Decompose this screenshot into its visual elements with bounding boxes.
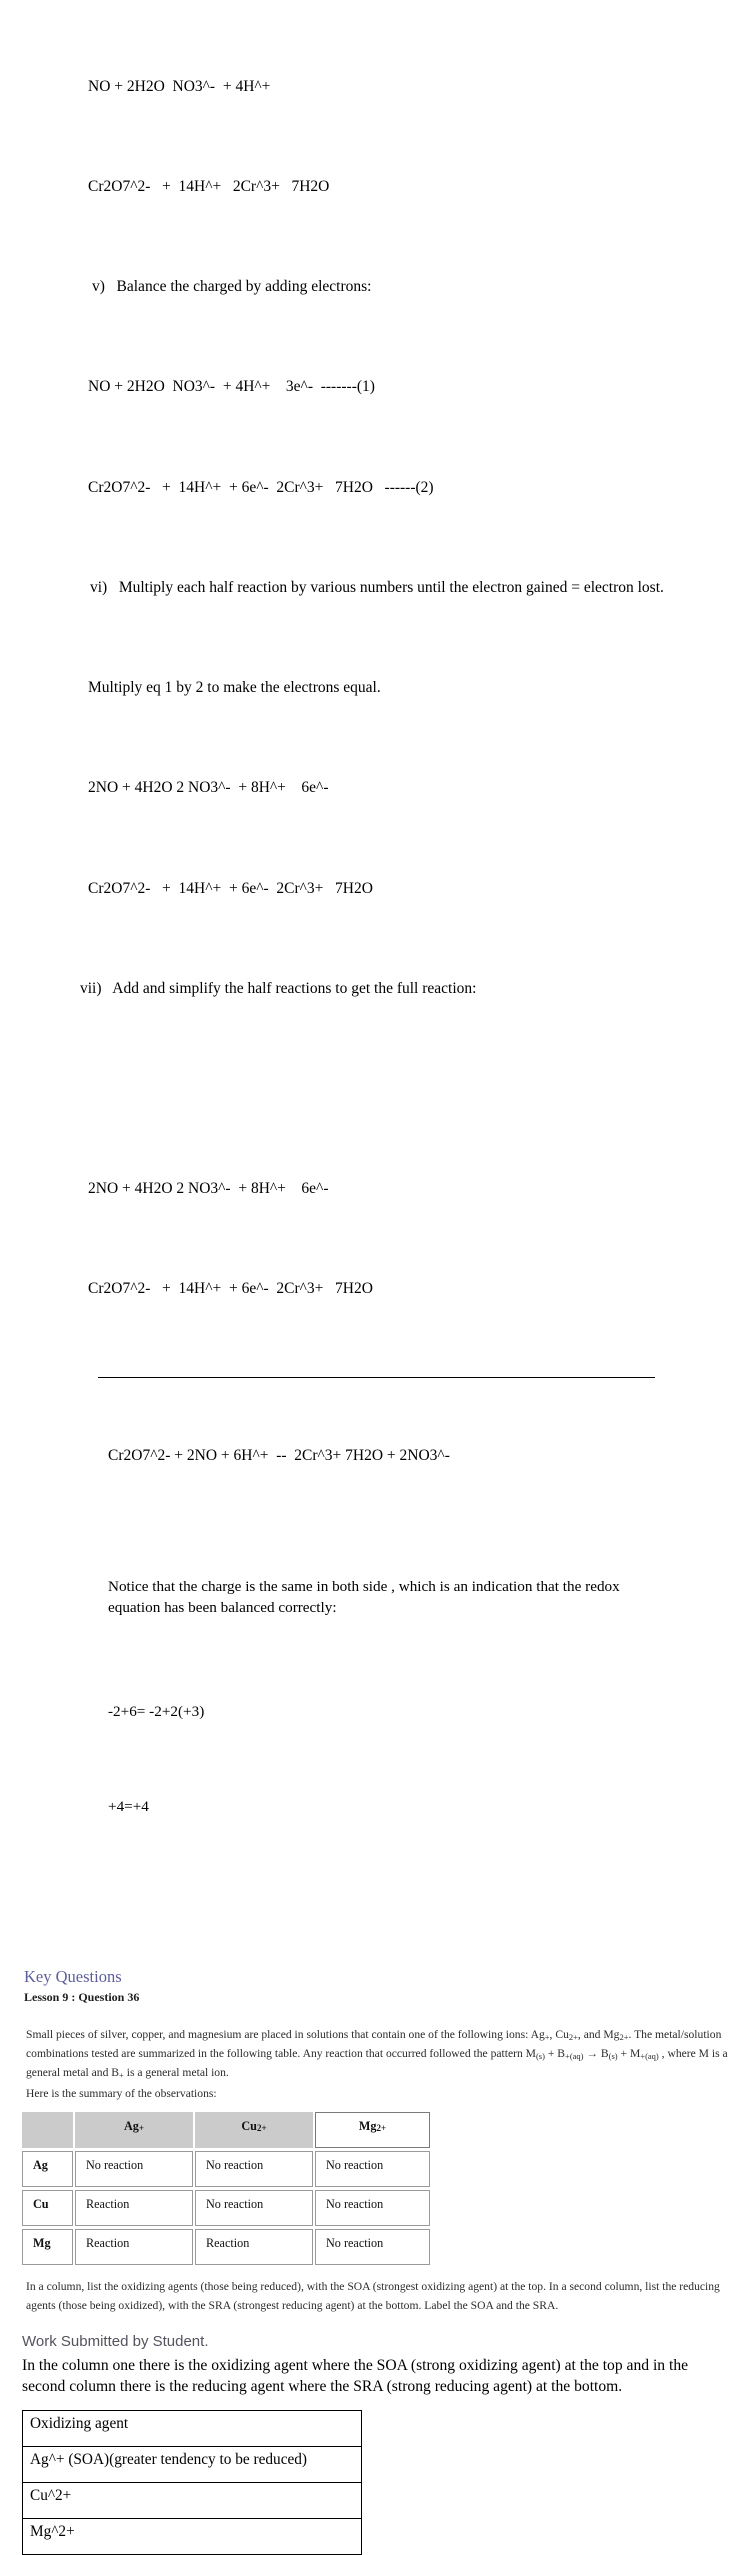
- observation-cell: Reaction: [75, 2229, 193, 2265]
- lesson-question-label: Lesson 9 : Question 36: [24, 1989, 140, 2004]
- observations-table: [20, 2109, 432, 2268]
- equation-line: 2NO + 4H2O 2 NO3^- + 8H^+ 6e^-: [88, 1180, 329, 1198]
- col-header-empty: [22, 2112, 73, 2148]
- observations-header-row: [22, 2112, 430, 2148]
- equation-line: 2NO + 4H2O 2 NO3^- + 8H^+ 6e^-: [88, 779, 329, 797]
- document-page: [0, 3, 750, 2540]
- notice-text: Notice that the charge is the same in both side , which is an indication that the redox equation has been balanced correctly:: [108, 1578, 620, 1616]
- step-vii-line: vii) Add and simplify the half reactions to get the full reaction:: [80, 979, 477, 997]
- equation-line: Cr2O7^2- + 14H^+ 2Cr^3+ 7H2O: [88, 178, 330, 196]
- answer-row: [23, 2446, 362, 2482]
- blank-line: [88, 1072, 750, 1105]
- student-work-heading: Work Submitted by Student.: [22, 2332, 209, 2350]
- observation-cell: No reaction: [195, 2151, 313, 2187]
- equation-line: Cr2O7^2- + 14H^+ + 6e^- 2Cr^3+ 7H2O: [88, 879, 373, 897]
- student-answer-table: [22, 2410, 362, 2555]
- sum-divider-line: [98, 1377, 655, 1378]
- row-label: Mg: [22, 2229, 73, 2265]
- student-answer-text: In the column one there is the oxidizing agent where the SOA (strong oxidizing agent) at the top and in the second column there is the reducing agent where the SRA (strong reducing agent) at the bottom.: [22, 2356, 689, 2396]
- step-vi-line: vi) Multiply each half reaction by various numbers until the electron gained = electron lost.: [90, 578, 664, 596]
- equation-line: Cr2O7^2- + 14H^+ + 6e^- 2Cr^3+ 7H2O: [88, 1280, 373, 1298]
- answer-row: [23, 2482, 362, 2518]
- answer-row: [23, 2518, 362, 2554]
- key-questions-section: [24, 1967, 750, 2005]
- answer-row: [23, 2410, 362, 2446]
- observations-row-cu: [22, 2190, 430, 2226]
- observations-row-ag: [22, 2151, 430, 2187]
- answer-cell: Oxidizing agent: [23, 2410, 362, 2446]
- equation-line: NO + 2H2O NO3^- + 4H^+: [88, 77, 271, 95]
- charge-check-line: -2+6= -2+2(+3): [108, 1703, 205, 1721]
- key-questions-heading: Key Questions: [24, 1966, 122, 1986]
- observation-cell: No reaction: [75, 2151, 193, 2187]
- observation-cell: No reaction: [315, 2229, 430, 2265]
- answer-cell: Ag^+ (SOA)(greater tendency to be reduced): [23, 2446, 362, 2482]
- question-instruction: In a column, list the oxidizing agents (those being reduced), with the SOA (strongest oxidizing agent) at the top. In a second column, list the reducing agents (those being oxidized), with the SRA (strongest reducing agent) at the bottom. Label the SOA and the SRA.: [26, 2279, 720, 2313]
- observation-cell: No reaction: [315, 2190, 430, 2226]
- answer-cell: Mg^2+: [23, 2518, 362, 2554]
- observation-cell: Reaction: [195, 2229, 313, 2265]
- observations-row-mg: [22, 2229, 430, 2265]
- step-v-line: v) Balance the charged by adding electrons:: [92, 278, 372, 296]
- observations-summary-label: Here is the summary of the observations:: [26, 2086, 217, 2100]
- equation-line: NO + 2H2O NO3^- + 4H^+ 3e^- -------(1): [88, 378, 375, 396]
- col-header-ag-ion: $Ag_+$: [75, 2112, 193, 2148]
- observation-cell: No reaction: [315, 2151, 430, 2187]
- full-reaction-line: Cr2O7^2- + 2NO + 6H^+ -- 2Cr^3+ 7H2O + 2NO3^-: [108, 1447, 450, 1465]
- equation-line: Cr2O7^2- + 14H^+ + 6e^- 2Cr^3+ 7H2O ------(2): [88, 478, 434, 496]
- observation-cell: Reaction: [75, 2190, 193, 2226]
- observation-cell: No reaction: [195, 2190, 313, 2226]
- solution-block: [80, 3, 750, 1884]
- col-header-cu-ion: $Cu_{2+}$: [195, 2112, 313, 2148]
- answer-cell: Cu^2+: [23, 2482, 362, 2518]
- question-intro-paragraph: Small pieces of silver, copper, and magnesium are placed in solutions that contain one of the following ions: $Ag_+$, $Cu_{2+}$, and $Mg_{2+}$. The metal/solution combinations tested are summarized in the following table. Any reaction that occurred followed the pattern $M_{(s)} + B_{+(aq)} \to B_{(s)} + M_{+(aq)}$ , where M is a general metal and $B_+$ is a general metal ion.: [26, 2027, 728, 2081]
- text-line: Multiply eq 1 by 2 to make the electrons equal.: [88, 679, 381, 697]
- charge-check-line: +4=+4: [108, 1798, 149, 1816]
- col-header-mg-ion: $Mg_{2+}$: [315, 2112, 430, 2148]
- row-label: Ag: [22, 2151, 73, 2187]
- row-label: Cu: [22, 2190, 73, 2226]
